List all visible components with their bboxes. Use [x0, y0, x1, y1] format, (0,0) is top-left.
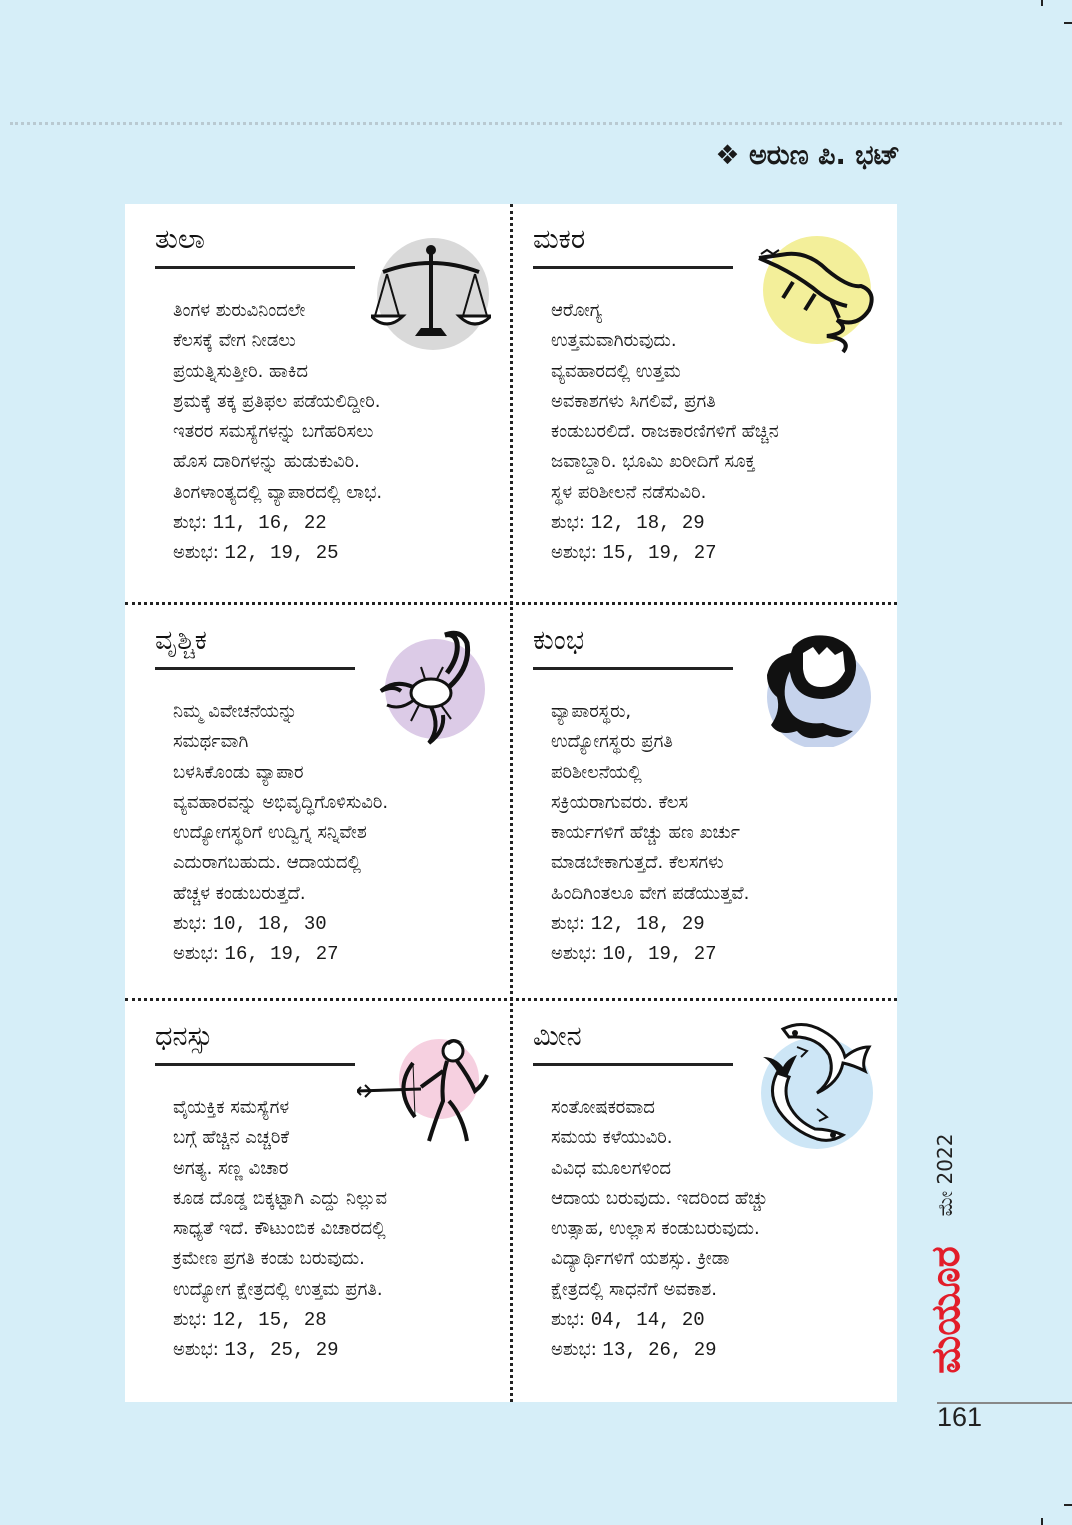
text-line: ವಿದ್ಯಾರ್ಥಿಗಳಿಗೆ ಯಶಸ್ಸು. ಕ್ರೀಡಾ: [551, 1248, 730, 1270]
sign-title: ಧನಸ್ಸು: [155, 1021, 213, 1052]
top-dotted-divider: [10, 122, 1062, 125]
text-line: ಉದ್ಯೋಗ ಕ್ಷೇತ್ರದಲ್ಲಿ ಉತ್ತಮ ಪ್ರಗತಿ.: [173, 1278, 383, 1300]
text-line: ತಿಂಗಳ ಶುರುವಿನಿಂದಲೇ: [173, 300, 306, 321]
text-line: ಬಳಸಿಕೊಂಡು ವ್ಯಾಪಾರ: [173, 761, 304, 783]
scorpion-icon: [371, 627, 491, 747]
sign-card-kumbha: [511, 605, 895, 1002]
prediction-text: [551, 296, 779, 569]
title-underline: [533, 266, 733, 269]
title-underline: [155, 1063, 355, 1066]
shubha-label: ಶುಭ:: [173, 1309, 207, 1331]
text-line: ಉತ್ತಮವಾಗಿರುವುದು.: [551, 330, 677, 352]
sign-card-tula: [125, 204, 509, 601]
sign-title: ಮಕರ: [533, 224, 586, 255]
text-line: ಸಕ್ರಿಯರಾಗುವರು. ಕೆಲಸ: [551, 791, 689, 813]
crop-mark: [1064, 1504, 1072, 1506]
text-line: ಸಮಯ ಕಳೆಯುವಿರಿ.: [551, 1127, 673, 1149]
ashubha-label: ಅಶುಭ:: [551, 542, 597, 564]
unlucky-dates: [551, 939, 749, 969]
text-line: ಪರಿಶೀಲನೆಯಲ್ಲಿ: [551, 761, 642, 783]
text-line: ಶ್ರಮಕ್ಕೆ ತಕ್ಕ ಪ್ರತಿಫಲ ಪಡೆಯಲಿದ್ದೀರಿ.: [173, 390, 381, 412]
author-byline: ❖ ಅರುಣ ಪಿ. ಭಟ್: [715, 140, 900, 171]
text-line: ಆದಾಯ ಬರುವುದು. ಇದರಿಂದ ಹೆಚ್ಚು: [551, 1187, 768, 1209]
text-line: ಅವಕಾಶಗಳು ಸಿಗಲಿವೆ, ಪ್ರಗತಿ: [551, 390, 716, 412]
text-line: ಹಿಂದಿಗಿಂತಲೂ ವೇಗ ಪಡೆಯುತ್ತವೆ.: [551, 882, 750, 904]
crop-mark: [1041, 1518, 1043, 1525]
shubha-label: ಶುಭ:: [173, 512, 207, 534]
text-line: ತಿಂಗಳಾಂತ್ಯದಲ್ಲಿ ವ್ಯಾಪಾರದಲ್ಲಿ ಲಾಭ.: [173, 481, 383, 503]
ashubha-values: 10, 19, 27: [602, 943, 717, 966]
water-pot-icon: [757, 627, 877, 747]
text-line: ಜವಾಬ್ದಾರಿ. ಭೂಮಿ ಖರೀದಿಗೆ ಸೂಕ್ತ: [551, 451, 756, 473]
ashubha-values: 12, 19, 25: [224, 542, 339, 565]
shubha-values: 11, 16, 22: [212, 512, 327, 535]
title-underline: [533, 667, 733, 670]
text-line: ಉತ್ಸಾಹ, ಉಲ್ಲಾಸ ಕಂಡುಬರುವುದು.: [551, 1218, 760, 1240]
issue-date-text: ಮೇ 2022: [933, 1133, 957, 1217]
sign-card-vrischika: [125, 605, 509, 1002]
ashubha-label: ಅಶುಭ:: [551, 1339, 597, 1361]
text-line: ವ್ಯವಹಾರವನ್ನು ಅಭಿವೃದ್ಧಿಗೊಳಿಸುವಿರಿ.: [173, 791, 389, 813]
shubha-values: 12, 15, 28: [212, 1309, 327, 1332]
text-line: ಸಾಧ್ಯತೆ ಇದೆ. ಕೌಟುಂಬಿಕ ವಿಚಾರದಲ್ಲಿ: [173, 1218, 386, 1240]
text-line: ಕಾರ್ಯಗಳಿಗೆ ಹೆಚ್ಚು ಹಣ ಖರ್ಚು: [551, 822, 740, 844]
text-line: ಅಗತ್ಯ. ಸಣ್ಣ ವಿಚಾರ: [173, 1157, 289, 1179]
shubha-label: ಶುಭ:: [551, 512, 585, 534]
shubha-label: ಶುಭ:: [551, 1309, 585, 1331]
text-line: ಕ್ಷೇತ್ರದಲ್ಲಿ ಸಾಧನೆಗೆ ಅವಕಾಶ.: [551, 1278, 717, 1300]
scales-icon: [371, 232, 491, 352]
lucky-dates: [551, 508, 779, 538]
text-line: ಪ್ರಯತ್ನಿಸುತ್ತೀರಿ. ಹಾಕಿದ: [173, 360, 308, 382]
shubha-values: 12, 18, 29: [590, 913, 705, 936]
title-underline: [155, 266, 355, 269]
ashubha-label: ಅಶುಭ:: [173, 542, 219, 564]
sign-title: ತುಲಾ: [155, 224, 205, 255]
text-line: ಬಗ್ಗೆ ಹೆಚ್ಚಿನ ಎಚ್ಚರಿಕೆ: [173, 1127, 290, 1149]
shubha-label: ಶುಭ:: [551, 913, 585, 935]
text-line: ಮಾಡಬೇಕಾಗುತ್ತದೆ. ಕೆಲಸಗಳು: [551, 852, 724, 874]
title-underline: [155, 667, 355, 670]
prediction-text: [173, 1093, 387, 1366]
text-line: ಉದ್ಯೋಗಸ್ಥರಿಗೆ ಉದ್ವಿಗ್ನ ಸನ್ನಿವೇಶ: [173, 822, 367, 844]
ashubha-label: ಅಶುಭ:: [173, 1339, 219, 1361]
prediction-text: [173, 296, 382, 569]
crop-mark: [1041, 0, 1043, 6]
shubha-label: ಶುಭ:: [173, 913, 207, 935]
lucky-dates: [551, 909, 749, 939]
text-line: ವ್ಯಾಪಾರಸ್ಥರು,: [551, 701, 632, 722]
prediction-text: [551, 1093, 768, 1366]
shubha-values: 04, 14, 20: [590, 1309, 705, 1332]
sign-card-makara: [511, 204, 895, 601]
lucky-dates: [173, 1305, 387, 1335]
sign-title: ಕುಂಭ: [533, 625, 585, 656]
text-line: ಹೊಸ ದಾರಿಗಳನ್ನು ಹುಡುಕುವಿರಿ.: [173, 451, 360, 473]
text-line: ಎದುರಾಗಬಹುದು. ಆದಾಯದಲ್ಲಿ: [173, 852, 362, 874]
text-line: ವ್ಯವಹಾರದಲ್ಲಿ ಉತ್ತಮ: [551, 360, 681, 382]
crop-mark: [1064, 22, 1072, 24]
unlucky-dates: [551, 538, 779, 568]
prediction-text: [551, 697, 749, 970]
magazine-logo: [922, 1240, 970, 1380]
lucky-dates: [173, 909, 388, 939]
ashubha-values: 13, 25, 29: [224, 1339, 339, 1362]
title-underline: [533, 1063, 733, 1066]
text-line: ಕೆಲಸಕ್ಕೆ ವೇಗ ನೀಡಲು: [173, 330, 296, 352]
text-line: ಕಂಡುಬರಲಿದೆ. ರಾಜಕಾರಣಿಗಳಿಗೆ ಹೆಚ್ಚಿನ: [551, 421, 779, 443]
text-line: ಉದ್ಯೋಗಸ್ಥರು ಪ್ರಗತಿ: [551, 731, 673, 753]
shubha-values: 12, 18, 29: [590, 512, 705, 535]
prediction-text: [173, 697, 388, 970]
unlucky-dates: [173, 538, 382, 568]
lucky-dates: [173, 508, 382, 538]
unlucky-dates: [173, 1335, 387, 1365]
sign-card-dhanassu: [125, 1001, 509, 1398]
text-line: ಆರೋಗ್ಯ: [551, 300, 603, 321]
sign-card-meena: [511, 1001, 895, 1398]
page-number: 161: [937, 1402, 983, 1432]
ashubha-values: 13, 26, 29: [602, 1339, 717, 1362]
fish-icon: [757, 1017, 877, 1157]
magazine-logo-text: ಮಯೂರ: [923, 1246, 969, 1374]
text-line: ಕೂಡ ದೊಡ್ಡ ಬಿಕ್ಕಟ್ಟಾಗಿ ಎದ್ದು ನಿಲ್ಲುವ: [173, 1187, 388, 1209]
text-line: ಸಮರ್ಥವಾಗಿ: [173, 731, 249, 753]
ashubha-label: ಅಶುಭ:: [173, 943, 219, 965]
horoscope-grid: [125, 204, 897, 1402]
text-line: ಸ್ಥಳ ಪರಿಶೀಲನೆ ನಡೆಸುವಿರಿ.: [551, 481, 707, 503]
sign-title: ವೃಶ್ಚಿಕ: [155, 625, 207, 656]
text-line: ಇತರರ ಸಮಸ್ಯೆಗಳನ್ನು ಬಗೆಹರಿಸಲು: [173, 421, 374, 443]
unlucky-dates: [551, 1335, 768, 1365]
unlucky-dates: [173, 939, 388, 969]
issue-date: [930, 1130, 960, 1220]
sign-title: ಮೀನ: [533, 1021, 582, 1052]
text-line: ವಿವಿಧ ಮೂಲಗಳಿಂದ: [551, 1157, 671, 1179]
shubha-values: 10, 18, 30: [212, 913, 327, 936]
lucky-dates: [551, 1305, 768, 1335]
text-line: ವೈಯಕ್ತಿಕ ಸಮಸ್ಯೆಗಳ: [173, 1097, 290, 1118]
text-line: ನಿಮ್ಮ ವಿವೇಚನೆಯನ್ನು: [173, 701, 298, 722]
ashubha-values: 15, 19, 27: [602, 542, 717, 565]
text-line: ಸಂತೋಷಕರವಾದ: [551, 1097, 655, 1118]
ashubha-label: ಅಶುಭ:: [551, 943, 597, 965]
text-line: ಕ್ರಮೇಣ ಪ್ರಗತಿ ಕಂಡು ಬರುವುದು.: [173, 1248, 365, 1270]
text-line: ಹೆಚ್ಚಳ ಕಂಡುಬರುತ್ತದೆ.: [173, 882, 306, 904]
ashubha-values: 16, 19, 27: [224, 943, 339, 966]
